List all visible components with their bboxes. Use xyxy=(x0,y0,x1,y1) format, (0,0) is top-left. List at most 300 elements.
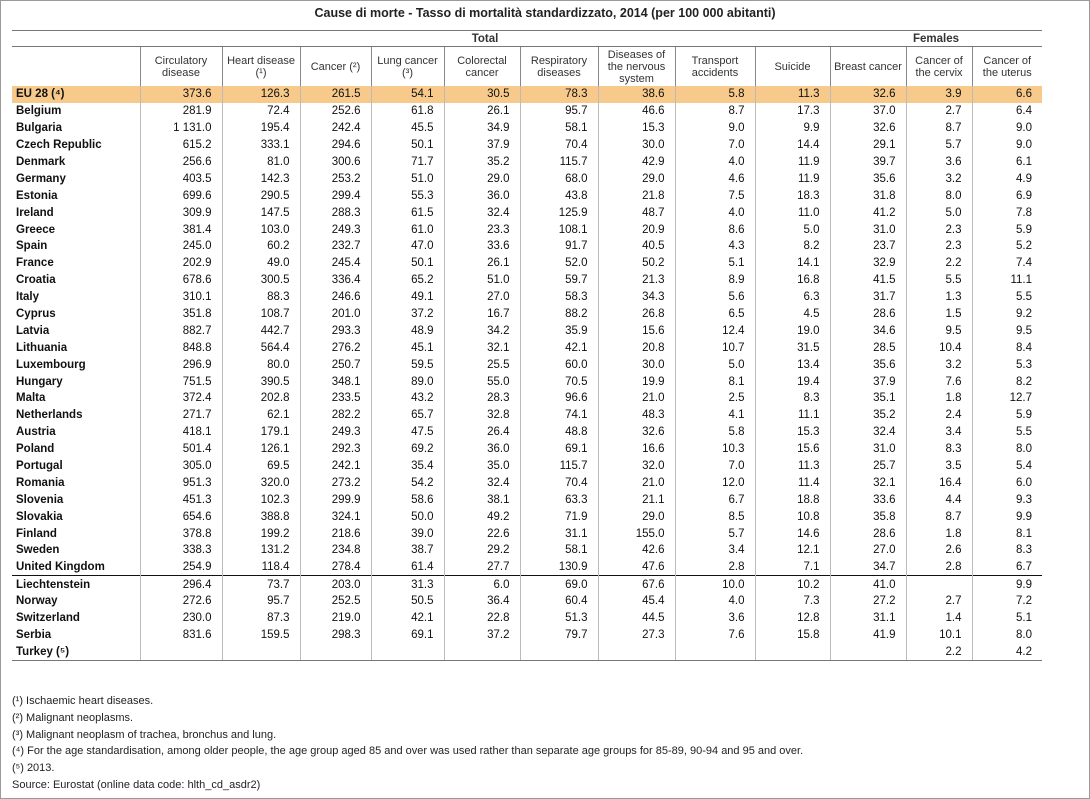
cell-value: 278.4 xyxy=(300,559,371,576)
cell-value: 4.1 xyxy=(675,407,755,424)
cell-value: 102.3 xyxy=(222,491,300,508)
cell-value xyxy=(755,643,830,660)
cell-value: 8.0 xyxy=(906,187,972,204)
cell-value: 5.0 xyxy=(755,221,830,238)
cell-value: 42.1 xyxy=(371,610,444,627)
country-name: Spain xyxy=(16,240,48,253)
table-row xyxy=(12,322,1042,339)
cell-value: 11.4 xyxy=(755,474,830,491)
cell-value: 5.9 xyxy=(972,407,1042,424)
cell-value: 348.1 xyxy=(300,373,371,390)
cell-value xyxy=(520,643,598,660)
cell-value: 202.9 xyxy=(140,255,222,272)
cell-value: 29.0 xyxy=(598,508,675,525)
cell-value: 4.6 xyxy=(675,170,755,187)
cell-value: 451.3 xyxy=(140,491,222,508)
cell-value: 27.0 xyxy=(830,542,906,559)
header-spacer xyxy=(12,31,140,47)
country-name: Bulgaria xyxy=(16,122,63,135)
cell-value: 68.0 xyxy=(520,170,598,187)
cell-value: 4.4 xyxy=(906,491,972,508)
cell-value: 10.1 xyxy=(906,627,972,644)
cell-value: 55.3 xyxy=(371,187,444,204)
cell-value: 48.8 xyxy=(520,424,598,441)
cell-value: 63.3 xyxy=(520,491,598,508)
cell-value: 14.4 xyxy=(755,137,830,154)
cell-value: 54.2 xyxy=(371,474,444,491)
cell-value: 9.0 xyxy=(972,120,1042,137)
group-females: Females xyxy=(830,31,1042,47)
cell-value: 61.5 xyxy=(371,204,444,221)
cell-value: 32.1 xyxy=(444,339,520,356)
table-row xyxy=(12,289,1042,306)
cell-value: 28.5 xyxy=(830,339,906,356)
cell-value: 831.6 xyxy=(140,627,222,644)
cell-value: 12.8 xyxy=(755,610,830,627)
cell-value: 51.0 xyxy=(444,272,520,289)
cell-value: 219.0 xyxy=(300,610,371,627)
footnote: (³) Malignant neoplasm of trachea, bronchus and lung. xyxy=(12,728,277,741)
table-row xyxy=(12,525,1042,542)
cell-value: 2.5 xyxy=(675,390,755,407)
cell-value: 7.6 xyxy=(906,373,972,390)
cell-value: 27.3 xyxy=(598,627,675,644)
country-name: Germany xyxy=(16,172,66,185)
cell-value: 91.7 xyxy=(520,238,598,255)
cell-value: 7.3 xyxy=(755,593,830,610)
cell-value: 1 131.0 xyxy=(140,120,222,137)
cell-value: 564.4 xyxy=(222,339,300,356)
cell-value: 95.7 xyxy=(222,593,300,610)
cell-value: 281.9 xyxy=(140,103,222,120)
cell-value: 3.4 xyxy=(675,542,755,559)
cell-value: 50.2 xyxy=(598,255,675,272)
cell-value: 5.0 xyxy=(906,204,972,221)
country-name: Denmark xyxy=(16,156,66,168)
cell-value: 381.4 xyxy=(140,221,222,238)
cell-value: 678.6 xyxy=(140,272,222,289)
country-name: Romania xyxy=(16,476,65,489)
cell-value: 32.4 xyxy=(444,204,520,221)
cell-value: 6.7 xyxy=(675,491,755,508)
cell-value: 3.2 xyxy=(906,170,972,187)
cell-value: 35.0 xyxy=(444,458,520,475)
country-name: Slovenia xyxy=(16,493,64,506)
cell-value: 12.1 xyxy=(755,542,830,559)
page-title: Cause di morte - Tasso di mortalità standardizzato, 2014 (per 100 000 abitanti) xyxy=(314,6,776,20)
footnote: (⁵) 2013. xyxy=(12,762,55,775)
cell-value: 43.8 xyxy=(520,187,598,204)
table-row xyxy=(12,154,1042,171)
cell-value: 27.7 xyxy=(444,559,520,576)
cell-value: 199.2 xyxy=(222,525,300,542)
table-row xyxy=(12,238,1042,255)
cell-value: 41.9 xyxy=(830,627,906,644)
cell-value: 43.2 xyxy=(371,390,444,407)
cell-value: 11.9 xyxy=(755,154,830,171)
cell-value: 3.2 xyxy=(906,356,972,373)
country-name: Italy xyxy=(16,291,40,304)
cell-value: 31.5 xyxy=(755,339,830,356)
cell-value: 201.0 xyxy=(300,306,371,323)
table-row xyxy=(12,508,1042,525)
cell-value: 3.5 xyxy=(906,458,972,475)
cell-value: 2.4 xyxy=(906,407,972,424)
country-name: Latvia xyxy=(16,324,50,337)
cell-value: 6.4 xyxy=(972,103,1042,120)
cell-value: 74.1 xyxy=(520,407,598,424)
cell-value: 32.1 xyxy=(830,474,906,491)
cell-value: 59.7 xyxy=(520,272,598,289)
cell-value: 31.3 xyxy=(371,576,444,593)
cell-value: 115.7 xyxy=(520,458,598,475)
table-row xyxy=(12,339,1042,356)
cell-value: 34.6 xyxy=(830,322,906,339)
cell-value: 1.8 xyxy=(906,525,972,542)
cell-value: 9.5 xyxy=(906,322,972,339)
cell-value: 60.4 xyxy=(520,593,598,610)
cell-value: 320.0 xyxy=(222,474,300,491)
cell-value: 309.9 xyxy=(140,204,222,221)
cell-value: 61.0 xyxy=(371,221,444,238)
cell-value: 252.5 xyxy=(300,593,371,610)
cell-value: 23.3 xyxy=(444,221,520,238)
country-name: Lithuania xyxy=(16,341,68,354)
table-row xyxy=(12,407,1042,424)
cell-value: 15.8 xyxy=(755,627,830,644)
footnotes xyxy=(12,693,803,794)
cell-value: 88.2 xyxy=(520,306,598,323)
cell-value: 14.1 xyxy=(755,255,830,272)
cell-value: 288.3 xyxy=(300,204,371,221)
cell-value: 96.6 xyxy=(520,390,598,407)
cell-value: 34.9 xyxy=(444,120,520,137)
cell-value: 33.6 xyxy=(444,238,520,255)
cell-value: 9.0 xyxy=(972,137,1042,154)
cell-value: 108.1 xyxy=(520,221,598,238)
cell-value: 8.9 xyxy=(675,272,755,289)
cell-value: 32.6 xyxy=(830,86,906,103)
table-row xyxy=(12,424,1042,441)
cell-value: 276.2 xyxy=(300,339,371,356)
table-row xyxy=(12,204,1042,221)
cell-value: 10.8 xyxy=(755,508,830,525)
cell-value: 70.4 xyxy=(520,137,598,154)
cell-value: 2.2 xyxy=(906,255,972,272)
cell-value: 42.6 xyxy=(598,542,675,559)
cell-value: 6.5 xyxy=(675,306,755,323)
cell-value: 305.0 xyxy=(140,458,222,475)
cell-value: 31.7 xyxy=(830,289,906,306)
cell-value: 126.3 xyxy=(222,86,300,103)
cell-value xyxy=(300,643,371,660)
cell-value: 195.4 xyxy=(222,120,300,137)
cell-value: 7.8 xyxy=(972,204,1042,221)
cell-value: 78.3 xyxy=(520,86,598,103)
column-header: Cancer (²) xyxy=(300,47,371,87)
cell-value: 8.0 xyxy=(972,441,1042,458)
cell-value: 42.1 xyxy=(520,339,598,356)
cell-value: 147.5 xyxy=(222,204,300,221)
cell-value: 4.2 xyxy=(972,643,1042,660)
cell-value: 118.4 xyxy=(222,559,300,576)
cell-value: 252.6 xyxy=(300,103,371,120)
cell-value: 39.0 xyxy=(371,525,444,542)
cell-value: 11.0 xyxy=(755,204,830,221)
eu-aggregate-row xyxy=(12,86,1042,103)
cell-value: 2.7 xyxy=(906,103,972,120)
cell-value: 29.2 xyxy=(444,542,520,559)
cell-value: 2.2 xyxy=(906,643,972,660)
cell-value: 40.5 xyxy=(598,238,675,255)
table-row xyxy=(12,576,1042,593)
cell-value: 8.7 xyxy=(675,103,755,120)
cell-value: 20.8 xyxy=(598,339,675,356)
cell-value: 115.7 xyxy=(520,154,598,171)
cell-value: 41.0 xyxy=(830,576,906,593)
cell-value: 27.0 xyxy=(444,289,520,306)
cell-value: 16.7 xyxy=(444,306,520,323)
table-row xyxy=(12,103,1042,120)
cell-value xyxy=(140,643,222,660)
cell-value: 11.1 xyxy=(755,407,830,424)
cell-value: 10.7 xyxy=(675,339,755,356)
cell-value: 32.0 xyxy=(598,458,675,475)
cell-value: 9.9 xyxy=(972,508,1042,525)
cell-value: 31.8 xyxy=(830,187,906,204)
cell-value: 17.3 xyxy=(755,103,830,120)
cell-value: 46.6 xyxy=(598,103,675,120)
table-row xyxy=(12,610,1042,627)
cell-value: 26.1 xyxy=(444,103,520,120)
cell-value: 3.6 xyxy=(906,154,972,171)
cell-value: 12.7 xyxy=(972,390,1042,407)
cell-value: 36.0 xyxy=(444,187,520,204)
table-row xyxy=(12,356,1042,373)
cell-value: 403.5 xyxy=(140,170,222,187)
cell-value: 7.0 xyxy=(675,458,755,475)
cell-value: 8.1 xyxy=(972,525,1042,542)
group-header-row xyxy=(12,31,1042,47)
cell-value: 8.3 xyxy=(755,390,830,407)
cell-value: 293.3 xyxy=(300,322,371,339)
cell-value: 246.6 xyxy=(300,289,371,306)
cell-value: 58.1 xyxy=(520,120,598,137)
cell-value xyxy=(830,643,906,660)
cell-value xyxy=(906,576,972,593)
cell-value: 22.6 xyxy=(444,525,520,542)
cell-value xyxy=(444,643,520,660)
cell-value: 21.0 xyxy=(598,474,675,491)
mortality-table xyxy=(12,30,1042,661)
cell-value: 45.5 xyxy=(371,120,444,137)
cell-value: 32.4 xyxy=(444,474,520,491)
column-header: Colorectal cancer xyxy=(444,47,520,87)
cell-value: 5.8 xyxy=(675,424,755,441)
cell-value: 54.1 xyxy=(371,86,444,103)
cell-value: 7.4 xyxy=(972,255,1042,272)
cell-value: 12.0 xyxy=(675,474,755,491)
cell-value: 48.9 xyxy=(371,322,444,339)
table-row xyxy=(12,373,1042,390)
cell-value: 65.2 xyxy=(371,272,444,289)
source-note: Source: Eurostat (online data code: hlth_cd_asdr2) xyxy=(12,778,261,791)
cell-value: 203.0 xyxy=(300,576,371,593)
cell-value: 8.7 xyxy=(906,120,972,137)
cell-value: 8.2 xyxy=(972,373,1042,390)
cell-value: 10.0 xyxy=(675,576,755,593)
cell-value: 299.9 xyxy=(300,491,371,508)
cell-value: 11.9 xyxy=(755,170,830,187)
cell-value: 242.4 xyxy=(300,120,371,137)
table-row xyxy=(12,120,1042,137)
cell-value: 35.1 xyxy=(830,390,906,407)
country-name: Luxembourg xyxy=(16,358,86,371)
cell-value: 300.5 xyxy=(222,272,300,289)
cell-value: 8.4 xyxy=(972,339,1042,356)
cell-value: 28.6 xyxy=(830,306,906,323)
cell-value: 234.8 xyxy=(300,542,371,559)
cell-value: 26.8 xyxy=(598,306,675,323)
cell-value: 6.9 xyxy=(972,187,1042,204)
cell-value: 32.6 xyxy=(598,424,675,441)
cell-value: 38.7 xyxy=(371,542,444,559)
cell-value: 296.4 xyxy=(140,576,222,593)
cell-value: 8.0 xyxy=(972,627,1042,644)
cell-value: 4.5 xyxy=(755,306,830,323)
cell-value: 3.6 xyxy=(675,610,755,627)
cell-value: 69.1 xyxy=(520,441,598,458)
country-name: Poland xyxy=(16,443,55,456)
country-name: Malta xyxy=(16,392,46,405)
cell-value: 16.6 xyxy=(598,441,675,458)
cell-value: 1.5 xyxy=(906,306,972,323)
cell-value: 242.1 xyxy=(300,458,371,475)
cell-value: 21.1 xyxy=(598,491,675,508)
cell-value: 50.1 xyxy=(371,255,444,272)
cell-value: 58.1 xyxy=(520,542,598,559)
cell-value: 273.2 xyxy=(300,474,371,491)
cell-value: 33.6 xyxy=(830,491,906,508)
cell-value: 30.0 xyxy=(598,356,675,373)
cell-value: 300.6 xyxy=(300,154,371,171)
cell-value: 48.7 xyxy=(598,204,675,221)
country-name: Serbia xyxy=(16,628,52,641)
cell-value: 38.1 xyxy=(444,491,520,508)
country-name: Czech Republic xyxy=(16,139,102,152)
cell-value xyxy=(598,643,675,660)
table-row xyxy=(12,272,1042,289)
cell-value: 5.1 xyxy=(675,255,755,272)
cell-value: 61.4 xyxy=(371,559,444,576)
cell-value: 30.0 xyxy=(598,137,675,154)
cell-value: 37.2 xyxy=(371,306,444,323)
cell-value: 9.5 xyxy=(972,322,1042,339)
cell-value: 126.1 xyxy=(222,441,300,458)
country-name: Austria xyxy=(16,426,56,439)
cell-value: 50.5 xyxy=(371,593,444,610)
cell-value: 36.4 xyxy=(444,593,520,610)
cell-value: 1.8 xyxy=(906,390,972,407)
country-name: Switzerland xyxy=(16,612,80,625)
cell-value: 5.2 xyxy=(972,238,1042,255)
country-name: France xyxy=(16,257,54,270)
cell-value: 37.0 xyxy=(830,103,906,120)
cell-value: 7.1 xyxy=(755,559,830,576)
cell-value: 1.4 xyxy=(906,610,972,627)
cell-value xyxy=(675,643,755,660)
cell-value: 8.5 xyxy=(675,508,755,525)
table-row xyxy=(12,542,1042,559)
cell-value: 95.7 xyxy=(520,103,598,120)
cell-value: 6.0 xyxy=(972,474,1042,491)
cell-value: 21.0 xyxy=(598,390,675,407)
cell-value: 15.3 xyxy=(755,424,830,441)
cell-value: 338.3 xyxy=(140,542,222,559)
column-header: Suicide xyxy=(755,47,830,87)
cell-value: 89.0 xyxy=(371,373,444,390)
cell-value: 37.9 xyxy=(830,373,906,390)
cell-value: 60.0 xyxy=(520,356,598,373)
table-row xyxy=(12,170,1042,187)
cell-value: 324.1 xyxy=(300,508,371,525)
cell-value: 21.8 xyxy=(598,187,675,204)
group-total: Total xyxy=(140,31,830,47)
cell-value: 3.4 xyxy=(906,424,972,441)
cell-value: 15.6 xyxy=(755,441,830,458)
cell-value: 87.3 xyxy=(222,610,300,627)
cell-value: 882.7 xyxy=(140,322,222,339)
cell-value: 8.3 xyxy=(906,441,972,458)
cell-value: 442.7 xyxy=(222,322,300,339)
table-row xyxy=(12,255,1042,272)
cell-value: 35.6 xyxy=(830,356,906,373)
cell-value: 11.3 xyxy=(755,86,830,103)
column-header: Cancer of the uterus xyxy=(972,47,1042,87)
table-body xyxy=(12,86,1042,660)
cell-value: 12.4 xyxy=(675,322,755,339)
cell-value: 9.9 xyxy=(755,120,830,137)
cell-value: 296.9 xyxy=(140,356,222,373)
cell-value: 11.1 xyxy=(972,272,1042,289)
cell-value: 49.0 xyxy=(222,255,300,272)
cell-value: 6.6 xyxy=(972,86,1042,103)
cell-value: 30.5 xyxy=(444,86,520,103)
cell-value: 5.4 xyxy=(972,458,1042,475)
cell-value: 373.6 xyxy=(140,86,222,103)
country-name: Ireland xyxy=(16,206,54,219)
cell-value: 71.9 xyxy=(520,508,598,525)
cell-value: 282.2 xyxy=(300,407,371,424)
cell-value: 9.2 xyxy=(972,306,1042,323)
table-row xyxy=(12,390,1042,407)
cell-value: 654.6 xyxy=(140,508,222,525)
cell-value: 615.2 xyxy=(140,137,222,154)
cell-value: 15.6 xyxy=(598,322,675,339)
cell-value: 79.7 xyxy=(520,627,598,644)
cell-value: 290.5 xyxy=(222,187,300,204)
cell-value: 8.1 xyxy=(675,373,755,390)
table-row xyxy=(12,221,1042,238)
country-name: Turkey (⁵) xyxy=(12,643,140,660)
cell-value: 44.5 xyxy=(598,610,675,627)
cell-value: 70.5 xyxy=(520,373,598,390)
cell-value: 13.4 xyxy=(755,356,830,373)
cell-value: 336.4 xyxy=(300,272,371,289)
column-header: Breast cancer xyxy=(830,47,906,87)
cell-value: 35.9 xyxy=(520,322,598,339)
cell-value: 4.3 xyxy=(675,238,755,255)
